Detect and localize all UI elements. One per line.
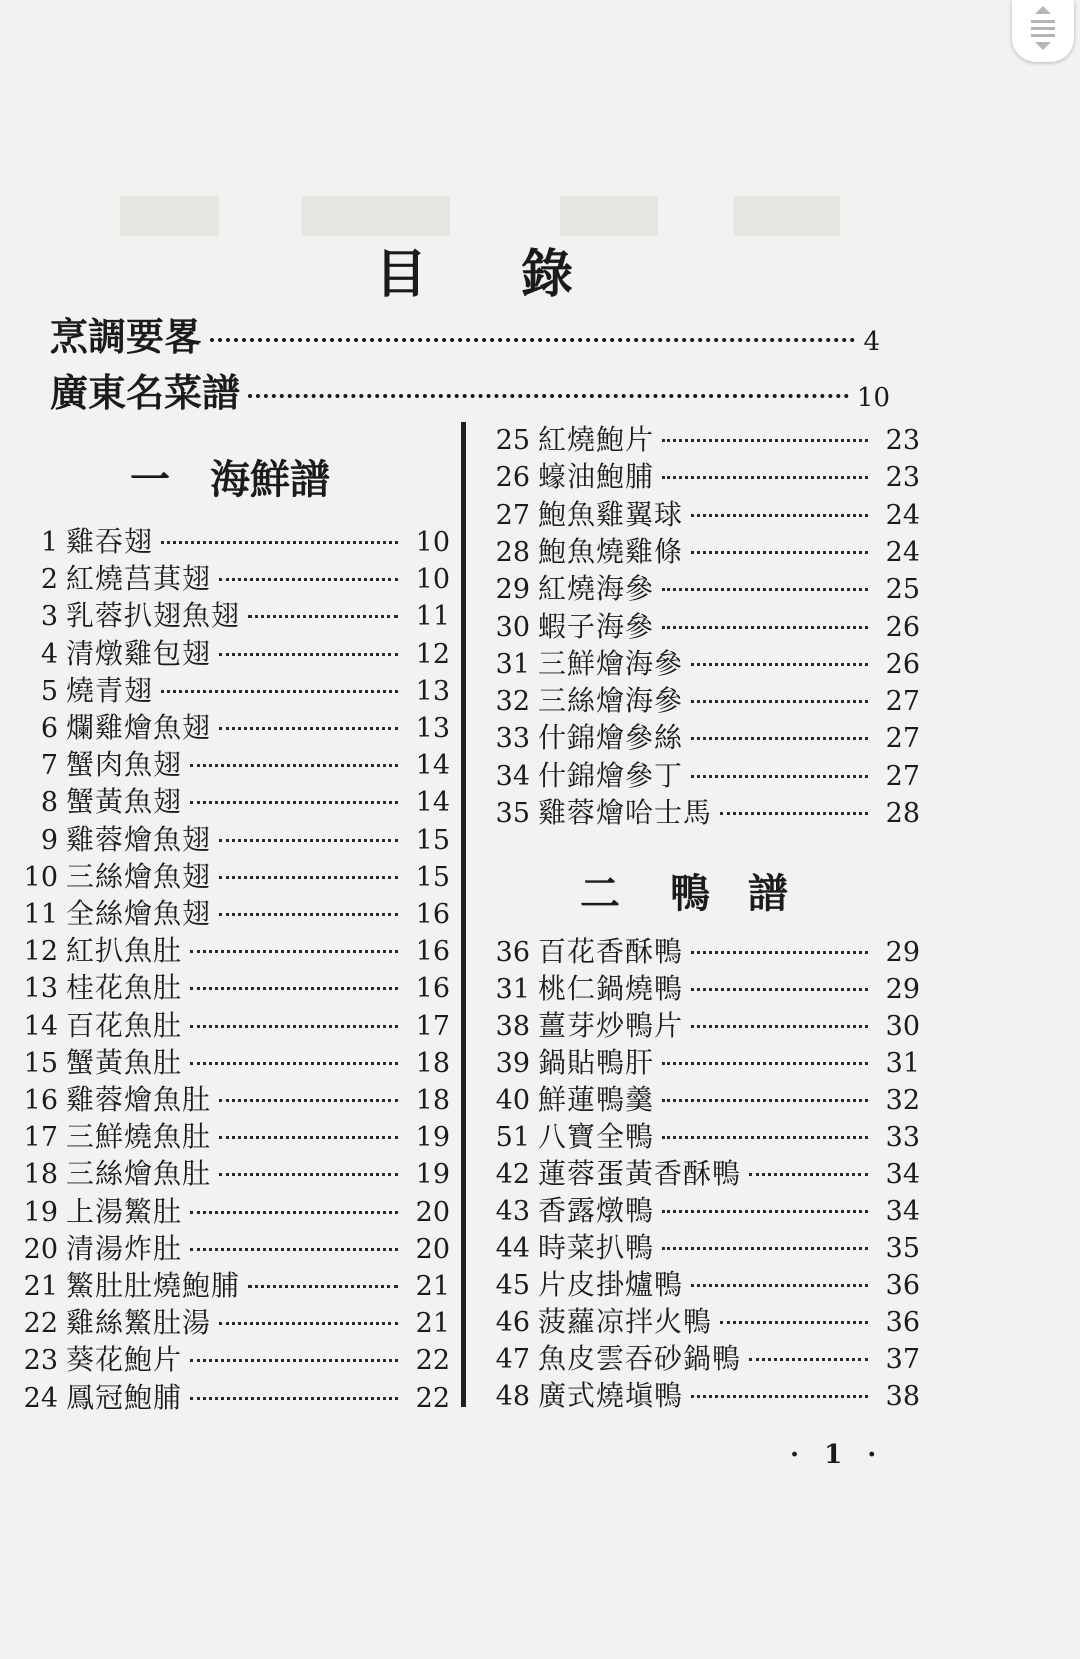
entry-name: 什錦燴參絲	[538, 721, 684, 755]
dot-leader	[691, 737, 868, 740]
entry-page: 27	[885, 760, 920, 792]
entry-number: 7	[40, 750, 58, 782]
entry-number: 44	[495, 1233, 530, 1264]
toc-entry	[8, 669, 450, 705]
entry-number: 6	[40, 713, 58, 744]
entry-number: 29	[495, 574, 530, 606]
toc-entry	[480, 605, 920, 641]
toc-entry	[480, 418, 920, 454]
dot-leader	[219, 1099, 398, 1102]
page-title	[375, 232, 575, 307]
dot-leader	[662, 626, 868, 629]
entry-page: 14	[415, 750, 450, 782]
entry-number: 27	[495, 499, 530, 531]
entry-name: 清湯炸肚	[66, 1231, 183, 1265]
toc-entry	[8, 780, 450, 819]
entry-name: 桂花魚肚	[66, 971, 183, 1005]
entry-page: 11	[415, 601, 450, 633]
dot-leader	[190, 1248, 398, 1251]
entry-number: 28	[495, 536, 530, 568]
dot-leader	[161, 541, 398, 544]
entry-number: 2	[40, 564, 58, 596]
dot-leader	[210, 338, 855, 342]
dot-leader	[219, 1322, 398, 1325]
entry-name: 雞絲鰵肚湯	[66, 1306, 212, 1340]
entry-page: 23	[885, 462, 920, 494]
entry-number: 31	[495, 974, 530, 1005]
entry-number: 25	[495, 425, 530, 456]
entry-name: 鮑魚燒雞條	[538, 534, 684, 568]
entry-page: 15	[415, 861, 450, 893]
entry-number: 51	[495, 1122, 530, 1153]
toc-entry	[480, 1189, 920, 1225]
toc-entry	[480, 1226, 920, 1262]
entry-number: 46	[495, 1307, 530, 1338]
toc-entry	[480, 754, 920, 790]
main-entry-row	[50, 362, 890, 417]
dot-leader	[248, 1285, 398, 1288]
entry-name: 蟹黃魚翅	[66, 785, 183, 819]
entry-name: 鰵肚肚燒鮑脯	[66, 1269, 241, 1302]
dot-leader	[190, 1062, 398, 1065]
entry-number: 31	[495, 648, 530, 680]
dot-leader	[219, 578, 398, 581]
entry-page: 31	[885, 1048, 920, 1079]
toc-entry	[8, 1264, 450, 1300]
entry-page: 16	[415, 899, 450, 930]
entry-name: 蝦子海參	[538, 609, 655, 643]
toc-entry	[8, 557, 450, 596]
entry-name: 蟹黃魚肚	[66, 1045, 183, 1079]
entry-number: 36	[495, 937, 530, 968]
dot-leader	[691, 951, 868, 954]
entry-name: 紅扒魚肚	[66, 934, 183, 968]
dot-leader	[691, 1284, 868, 1287]
dot-leader	[190, 987, 398, 990]
entry-name: 全絲燴魚翅	[66, 897, 212, 930]
entry-name: 紅燒海參	[538, 572, 655, 606]
entry-name: 廣式燒塡鴨	[538, 1379, 684, 1412]
entry-page: 28	[885, 798, 920, 829]
toc-entry	[480, 1041, 920, 1077]
entry-page: 16	[415, 973, 450, 1005]
entry-page: 26	[885, 611, 920, 643]
toc-entry	[480, 930, 920, 966]
entry-name: 八寶全鴨	[538, 1120, 655, 1153]
dot-leader	[248, 615, 398, 618]
entry-name: 蠔油鮑脯	[538, 460, 655, 494]
entry-name: 百花香酥鴨	[538, 935, 684, 968]
toc-entry	[480, 1337, 920, 1373]
entry-number: 17	[23, 1122, 58, 1154]
entry-name: 魚皮雲吞砂鍋鴨	[538, 1342, 742, 1375]
section-number: 一	[130, 456, 170, 503]
toc-entry	[480, 967, 920, 1003]
dot-leader	[662, 588, 868, 591]
entry-name: 鳳冠鮑脯	[66, 1380, 183, 1414]
entry-number: 23	[23, 1345, 58, 1377]
section-number: 二	[580, 870, 620, 917]
section-heading	[580, 862, 800, 919]
entry-name: 葵花鮑片	[66, 1343, 183, 1377]
entry-name: 蟹肉魚翅	[66, 748, 183, 782]
entry-page: 38	[885, 1381, 920, 1412]
entry-number: 21	[23, 1271, 58, 1302]
section-heading	[130, 448, 330, 505]
entry-name: 什錦燴參丁	[538, 758, 684, 792]
entry-page: 37	[885, 1344, 920, 1375]
entry-number: 24	[23, 1382, 58, 1414]
entry-page: 27	[885, 686, 920, 718]
toc-entry	[8, 855, 450, 891]
entry-page: 29	[885, 937, 920, 968]
scroll-arrows-icon	[1012, 0, 1074, 62]
main-entry-page: 4	[863, 327, 880, 357]
entry-number: 35	[495, 798, 530, 829]
entry-page: 36	[885, 1307, 920, 1338]
dot-leader	[749, 1358, 868, 1361]
entry-name: 三絲燴魚肚	[66, 1157, 212, 1191]
entry-page: 32	[885, 1085, 920, 1116]
main-entry-row	[50, 306, 880, 361]
entry-name: 雞蓉燴魚肚	[66, 1083, 212, 1116]
dot-leader	[691, 1395, 868, 1398]
entry-number: 15	[23, 1047, 58, 1079]
toc-entry	[8, 1004, 450, 1040]
toc-entry	[8, 929, 450, 968]
entry-number: 45	[495, 1270, 530, 1301]
toc-entry	[480, 530, 920, 566]
entry-name: 百花魚肚	[66, 1008, 183, 1042]
entry-page: 21	[415, 1271, 450, 1302]
entry-number: 5	[40, 675, 58, 707]
dot-leader	[161, 690, 398, 693]
toc-entry	[8, 1115, 450, 1154]
toc-entry	[8, 520, 450, 556]
toc-entry	[8, 892, 450, 928]
toc-entry	[8, 1376, 450, 1412]
entry-page: 16	[415, 936, 450, 968]
dot-leader	[662, 1210, 868, 1213]
title-char: 錄	[520, 244, 575, 305]
entry-number: 43	[495, 1196, 530, 1227]
dot-leader	[662, 1099, 868, 1102]
dot-leader	[720, 1321, 868, 1324]
dot-leader	[219, 913, 398, 916]
bleed-through-shadow	[120, 196, 450, 236]
entry-name: 上湯鰵肚	[66, 1194, 183, 1228]
entry-page: 27	[885, 723, 920, 755]
dot-leader	[720, 812, 868, 815]
entry-number: 20	[23, 1233, 58, 1265]
entry-page: 26	[885, 648, 920, 680]
entry-number: 47	[495, 1344, 530, 1375]
entry-name: 爛雞燴魚翅	[66, 711, 212, 744]
entry-name: 紅燒莒萁翅	[66, 562, 212, 596]
dot-leader	[662, 439, 868, 442]
entry-name: 紅燒鮑片	[538, 423, 655, 456]
section-title: 海鮮譜	[210, 456, 330, 503]
entry-page: 15	[415, 824, 450, 856]
entry-page: 36	[885, 1270, 920, 1301]
entry-page: 17	[415, 1010, 450, 1042]
dot-leader	[691, 551, 868, 554]
entry-name: 燒青翅	[66, 673, 154, 707]
entry-page: 30	[885, 1011, 920, 1042]
dot-leader	[691, 1025, 868, 1028]
toc-entry	[8, 1338, 450, 1377]
dot-leader	[190, 764, 398, 767]
entry-name: 香露燉鴨	[538, 1194, 655, 1227]
entry-page: 22	[415, 1345, 450, 1377]
entry-page: 34	[885, 1196, 920, 1227]
entry-name: 片皮掛爐鴨	[538, 1268, 684, 1301]
entry-name: 三絲燴海參	[538, 684, 684, 718]
entry-number: 12	[23, 936, 58, 968]
entry-page: 19	[415, 1122, 450, 1154]
toc-entry	[8, 743, 450, 782]
dot-leader	[219, 839, 398, 842]
section-title: 鴨 譜	[670, 870, 800, 917]
toc-entry	[480, 716, 920, 755]
dot-leader	[190, 1211, 398, 1214]
entry-page: 35	[885, 1233, 920, 1264]
entry-number: 4	[40, 638, 58, 670]
dot-leader	[219, 876, 398, 879]
entry-name: 薑芽炒鴨片	[538, 1009, 684, 1042]
entry-page: 24	[885, 536, 920, 568]
entry-number: 30	[495, 611, 530, 643]
main-entry-name: 廣東名菜譜	[50, 370, 241, 415]
toc-entry	[8, 1078, 450, 1114]
entry-number: 8	[40, 787, 58, 819]
entry-name: 鮮蓮鴨羹	[538, 1083, 655, 1116]
toc-entry	[480, 1115, 920, 1151]
entry-page: 25	[885, 574, 920, 606]
dot-leader	[190, 950, 398, 953]
entry-name: 三絲燴魚翅	[66, 859, 212, 893]
toc-entry	[8, 1041, 450, 1077]
dot-leader	[190, 1359, 398, 1362]
entry-name: 鮑魚雞翼球	[538, 497, 684, 531]
title-char: 目	[375, 244, 430, 305]
entry-page: 19	[415, 1159, 450, 1191]
entry-page: 23	[885, 425, 920, 456]
entry-number: 14	[23, 1010, 58, 1042]
entry-page: 22	[415, 1382, 450, 1414]
entry-page: 33	[885, 1122, 920, 1153]
entry-number: 26	[495, 462, 530, 494]
toc-entry	[8, 594, 450, 633]
entry-page: 29	[885, 974, 920, 1005]
entry-number: 19	[23, 1196, 58, 1228]
entry-page: 10	[415, 527, 450, 558]
entry-number: 3	[40, 601, 58, 633]
toc-entry	[480, 1004, 920, 1040]
entry-number: 13	[23, 973, 58, 1005]
entry-page: 13	[415, 713, 450, 744]
toc-entry	[480, 1374, 920, 1410]
entry-number: 34	[495, 760, 530, 792]
entry-page: 24	[885, 499, 920, 531]
entry-number: 32	[495, 686, 530, 718]
toc-entry	[480, 679, 920, 718]
entry-number: 11	[23, 899, 58, 930]
entry-name: 清燉雞包翅	[66, 636, 212, 670]
entry-page: 21	[415, 1308, 450, 1340]
toc-entry	[480, 1152, 920, 1188]
entry-page: 10	[415, 564, 450, 596]
entry-page: 13	[415, 675, 450, 707]
column-divider	[461, 422, 466, 1407]
toc-entry	[8, 706, 450, 742]
dot-leader	[662, 1136, 868, 1139]
entry-page: 12	[415, 638, 450, 670]
entry-name: 乳蓉扒翅魚翅	[66, 599, 241, 633]
entry-number: 22	[23, 1308, 58, 1340]
entry-page: 14	[415, 787, 450, 819]
dot-leader	[662, 476, 868, 479]
toc-entry	[8, 1152, 450, 1191]
main-entry-page: 10	[856, 383, 890, 413]
toc-entry	[8, 1190, 450, 1226]
toc-entry	[8, 1301, 450, 1340]
toc-entry	[8, 1227, 450, 1263]
toc-entry	[480, 791, 920, 827]
scroll-menu-button[interactable]	[1012, 0, 1074, 62]
entry-number: 10	[23, 861, 58, 893]
entry-page: 34	[885, 1159, 920, 1190]
dot-leader	[219, 653, 398, 656]
entry-number: 33	[495, 723, 530, 755]
entry-number: 16	[23, 1085, 58, 1116]
dot-leader	[662, 1062, 868, 1065]
dot-leader	[691, 775, 868, 778]
entry-name: 鍋貼鴨肝	[538, 1046, 655, 1079]
dot-leader	[691, 663, 868, 666]
dot-leader	[219, 1136, 398, 1139]
entry-number: 48	[495, 1381, 530, 1412]
toc-entry	[480, 455, 920, 494]
dot-leader	[662, 1247, 868, 1250]
dot-leader	[219, 1173, 398, 1176]
entry-name: 桃仁鍋燒鴨	[538, 972, 684, 1005]
entry-name: 菠蘿凉拌火鴨	[538, 1305, 713, 1338]
toc-entry	[480, 567, 920, 606]
toc-entry	[480, 642, 920, 678]
toc-entry	[480, 1300, 920, 1336]
main-entry-name: 烹調要畧	[50, 314, 203, 359]
dot-leader	[691, 514, 868, 517]
dot-leader	[190, 1025, 398, 1028]
entry-name: 蓮蓉蛋黃香酥鴨	[538, 1157, 742, 1190]
dot-leader	[691, 988, 868, 991]
dot-leader	[190, 1397, 398, 1400]
dot-leader	[219, 727, 398, 730]
entry-name: 三鮮燴海參	[538, 646, 684, 680]
entry-number: 40	[495, 1085, 530, 1116]
entry-name: 時菜扒鴨	[538, 1231, 655, 1264]
entry-page: 20	[415, 1196, 450, 1228]
entry-number: 18	[23, 1159, 58, 1191]
entry-page: 18	[415, 1047, 450, 1079]
entry-name: 三鮮燒魚肚	[66, 1120, 212, 1154]
toc-entry	[8, 818, 450, 854]
entry-number: 38	[495, 1011, 530, 1042]
bleed-through-shadow-right	[560, 196, 840, 236]
entry-name: 雞吞翅	[66, 525, 154, 558]
dot-leader	[691, 700, 868, 703]
dot-leader	[190, 801, 398, 804]
entry-number: 9	[40, 824, 58, 856]
entry-number: 42	[495, 1159, 530, 1190]
dot-leader	[749, 1173, 868, 1176]
toc-entry	[480, 1263, 920, 1299]
page-number: · 1 ·	[790, 1440, 885, 1470]
entry-number: 39	[495, 1048, 530, 1079]
entry-page: 18	[415, 1085, 450, 1116]
entry-name: 雞蓉燴魚翅	[66, 822, 212, 856]
toc-entry	[480, 1078, 920, 1114]
dot-leader	[248, 394, 849, 398]
toc-entry	[8, 966, 450, 1005]
entry-name: 雞蓉燴哈士馬	[538, 796, 713, 829]
toc-entry	[480, 493, 920, 529]
entry-page: 20	[415, 1233, 450, 1265]
toc-entry	[8, 632, 450, 668]
entry-number: 1	[40, 527, 58, 558]
